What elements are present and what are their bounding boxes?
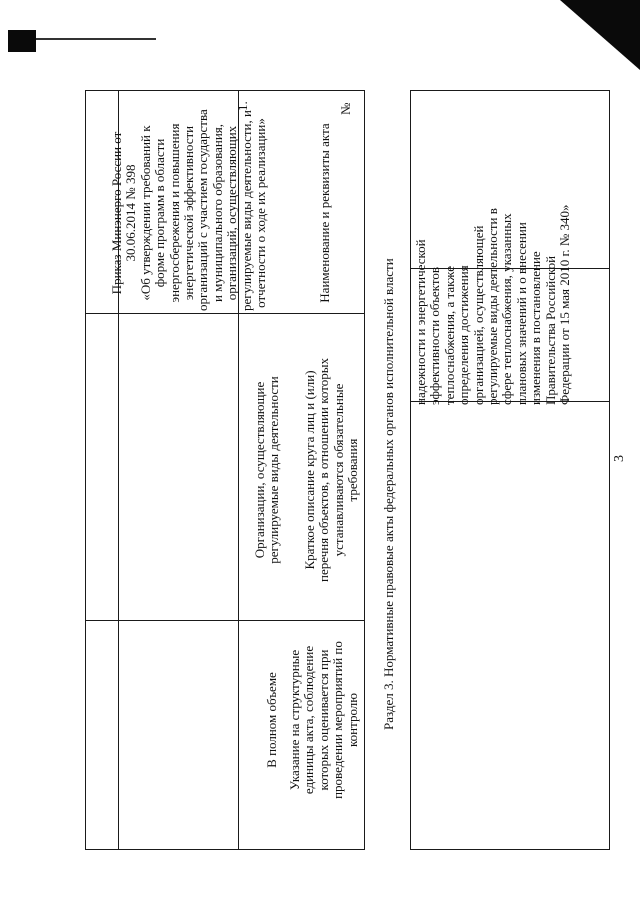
row-act-name: Приказ Минэнерго России от 30.06.2014 № 398 «Об утверждении требований к форме программ в области энергосбережения и повышения энергетической эффективности организаций с участием государства и муниципального образования, организаций, осуществляющих регулируемые виды деятельности, и отчетности о ходе их реализации» <box>109 109 269 311</box>
header-units: Указание на структурные единицы акта, соблюдение которых оценивается при проведении мероприятий по контролю <box>287 641 360 799</box>
row-number: 1. <box>235 101 250 111</box>
page-number: 3 <box>612 455 627 462</box>
header-act-name: Наименование и реквизиты акта <box>317 123 332 303</box>
header-number: № <box>338 102 353 115</box>
section-title: Раздел 3. Нормативные правовые акты федеральных органов исполнительной власти <box>381 258 396 730</box>
row-description: Организации, осуществляющие регулируемые виды деятельности <box>252 376 282 564</box>
header-description: Краткое описание круга лиц и (или) перечня объектов, в отношении которых устанавливаются обязательные требования <box>302 358 361 582</box>
row-units: В полном объеме <box>264 672 279 768</box>
prev-row-text: надежности и энергетической эффективности объектов теплоснабжения, а также определения достижения организацией, осуществляющей регулируемые виды деятельности в сфере теплоснабжения, указанных плановых значений и о внесении изменения в постановление Правительства Российской Федерации от 15 мая 2010 г. № 340» <box>413 204 573 405</box>
